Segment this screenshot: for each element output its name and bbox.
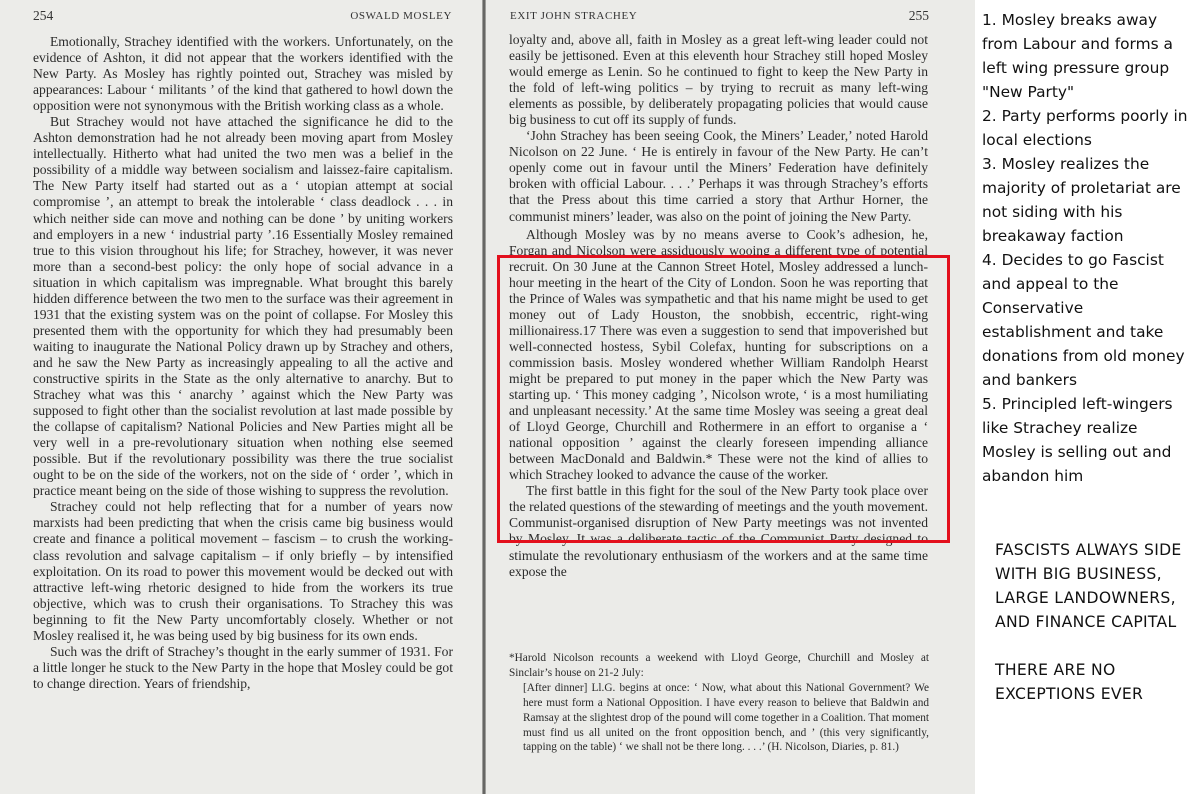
page-number: 254	[33, 8, 54, 23]
page-number: 255	[908, 8, 929, 23]
note-item: 3. Mosley realizes the majority of proletariat are not siding with his breakaway faction	[982, 155, 1181, 245]
left-page	[0, 0, 482, 794]
statement-line: FASCISTS ALWAYS SIDE WITH BIG BUSINESS, LARGE LANDOWNERS, AND FINANCE CAPITAL	[995, 541, 1182, 631]
note-item: 1. Mosley breaks away from Labour and forms a left wing pressure group "New Party"	[982, 11, 1173, 101]
note-item: 4. Decides to go Fascist and appeal to the Conservative establishment and take donations from old money and bankers	[982, 251, 1185, 389]
paragraph: Emotionally, Strachey identified with the workers. Unfortunately, on the evidence of Ashton, it did not appear that the workers identified with the New Party. As Mosley has rightly pointed out, Strachey was misled by appearances: Labour ‘ militants ’ of the kind that gathered to howl down the opposition were not synonymous with the British working class as a whole.	[33, 34, 453, 114]
paragraph: ‘John Strachey has been seeing Cook, the Miners’ Leader,’ noted Harold Nicolson on 22 June. ‘ He is entirely in favour of the New Party. He can’t openly come out in favour until the Miners’ Federation have definitely broken with official Labour. . . .’ Perhaps it was through Strachey’s efforts that the Press about this time carried a story that Arthur Horner, the communist miners’ leader, was also on the point of joining the New Party.	[509, 128, 928, 224]
paragraph: The first battle in this fight for the soul of the New Party took place over the related questions of the stewarding of meetings and the youth movement. Communist-organised disruption of New Party meetings was not invented by Mosley. It was a deliberate tactic of the Communist Party designed to stimulate the revolutionary enthusiasm of the workers and at the same time expose the	[509, 483, 928, 579]
caption-statement	[995, 538, 1190, 730]
paragraph: loyalty and, above all, faith in Mosley as a great left-wing leader could not easily be jettisoned. Even at this eleventh hour Strachey still hoped Mosley would emerge as Lenin. So he continued to fight to keep the New Party in the fold of left-wing politics – by trying to recruit as many left-wing elements as possible, by deliberately propagating policies that would cause big business to cut off its supply of funds.	[509, 32, 928, 128]
paragraph: But Strachey would not have attached the significance he did to the Ashton demonstration had he not already been moving apart from Mosley intellectually. Hitherto what had united the two men was a belief in the possibility of a middle way between socialism and laissez-faire capitalism. The New Party itself had started out as a ‘ utopian attempt at social compromise ’, an attempt to break the intolerable ‘ class deadlock . . . in which neither side can move and nothing can be done ’ by uniting workers and employers in a new ‘ industrial party ’.16 Essentially Mosley remained true to this vision throughout his life; for Strachey, however, it was never more than a second-best policy: the only hope of social advance in a situation in which capitalism was impregnable. What brought this barely hidden difference between the two men to the surface was their agreement in 1931 that the existing system was on the point of collapse. For Mosley this presented them with the opportunity for which they had presumably been waiting to inaugurate the National Policy drawn up by Strachey and others, and he saw the New Party as increasingly appealing to all the active and constructive spirits in the State as the only alternative to anarchy. But to Strachey what was this ‘ anarchy ’ against which the New Party was supposed to fight other than the socialist revolution at last made possible by the collapse of capitalism? National Policies and New Parties might all be very well in a pre-revolutionary situation when nothing else seemed possible. But if the revolutionary possibility was there the true socialist ought to be on the side of the workers, not on the side of ‘ order ’, which in practice meant being on the side of those wishing to suppress the revolution.	[33, 114, 453, 499]
paragraph: Strachey could not help reflecting that for a number of years now marxists had been predicting that when the crisis came big business would create and finance a political movement – fascism – to crush the working-class revolution and salvage capitalism – if only briefly – by intensified exploitation. On its road to power this movement would be decked out with attractive left-wing rhetoric designed to hide from the workers its true objective, which was to crush their organisations. To Strachey this was beginning to fit the New Party uncomfortably closely. Whether or not Mosley realised it, he was being used by big business for its own ends.	[33, 499, 453, 643]
red-highlight-box	[497, 255, 950, 543]
paragraph: Such was the drift of Strachey’s thought in the early summer of 1931. For a little longer he stuck to the New Party in the hope that Mosley could be got to change direction. Years of friendship,	[33, 643, 453, 691]
statement-line: THERE ARE NO EXCEPTIONS EVER	[995, 661, 1144, 703]
left-page-text	[33, 34, 453, 692]
note-item: 2. Party performs poorly in local elections	[982, 107, 1188, 149]
running-head: OSWALD MOSLEY	[350, 10, 452, 22]
footnote-intro: *Harold Nicolson recounts a weekend with Lloyd George, Churchill and Mosley at Sinclair’s house on 21-2 July:	[509, 652, 929, 679]
footnote	[509, 651, 929, 755]
annotation-notes	[982, 8, 1192, 488]
footnote-quote: [After dinner] Ll.G. begins at once: ‘ Now, what about this National Government? We here must form a National Opposition. I have every reason to believe that Baldwin and Ramsay at the slightest drop of the pound will come together in a Coalition. That moment must find us all united on the front opposition bench, and ’ (this very significantly, tapping on the table) ‘ we shall not be there long. . . .’ (H. Nicolson, Diaries, p. 81.)	[523, 681, 929, 754]
running-head: EXIT JOHN STRACHEY	[510, 10, 638, 22]
highlighted-paragraph: Although Mosley was by no means averse to Cook’s adhesion, he, Forgan and Nicolson were assiduously wooing a different type of potential recruit. On 30 June at the Cannon Street Hotel, Mosley addressed a lunch-hour meeting in the heart of the City of London. Soon he was reporting that the Prince of Wales was sympathetic and that his name might be used to get money out of Lady Houston, the snobbish, eccentric, right-wing millionairess.17 There was even a suggestion to send that impoverished but well-connected hostess, Sybil Colefax, hunting for subscriptions on a commission basis. Mosley wondered whether William Randolph Hearst might be prepared to put money in the paper which the New Party was starting up. ‘ This money cadging ’, Nicolson wrote, ‘ is a most humiliating and unpleasant necessity.’ At the same time Mosley was seeing a great deal of Lloyd George, Churchill and Rothermere in an effort to organise a ‘ national opposition ’ against the clearly foreseen impending alliance between MacDonald and Baldwin.* These were not the kind of allies to which Strachey looked to advance the cause of the worker.	[509, 226, 928, 483]
note-item: 5. Principled left-wingers like Strachey realize Mosley is selling out and abandon him	[982, 395, 1173, 485]
